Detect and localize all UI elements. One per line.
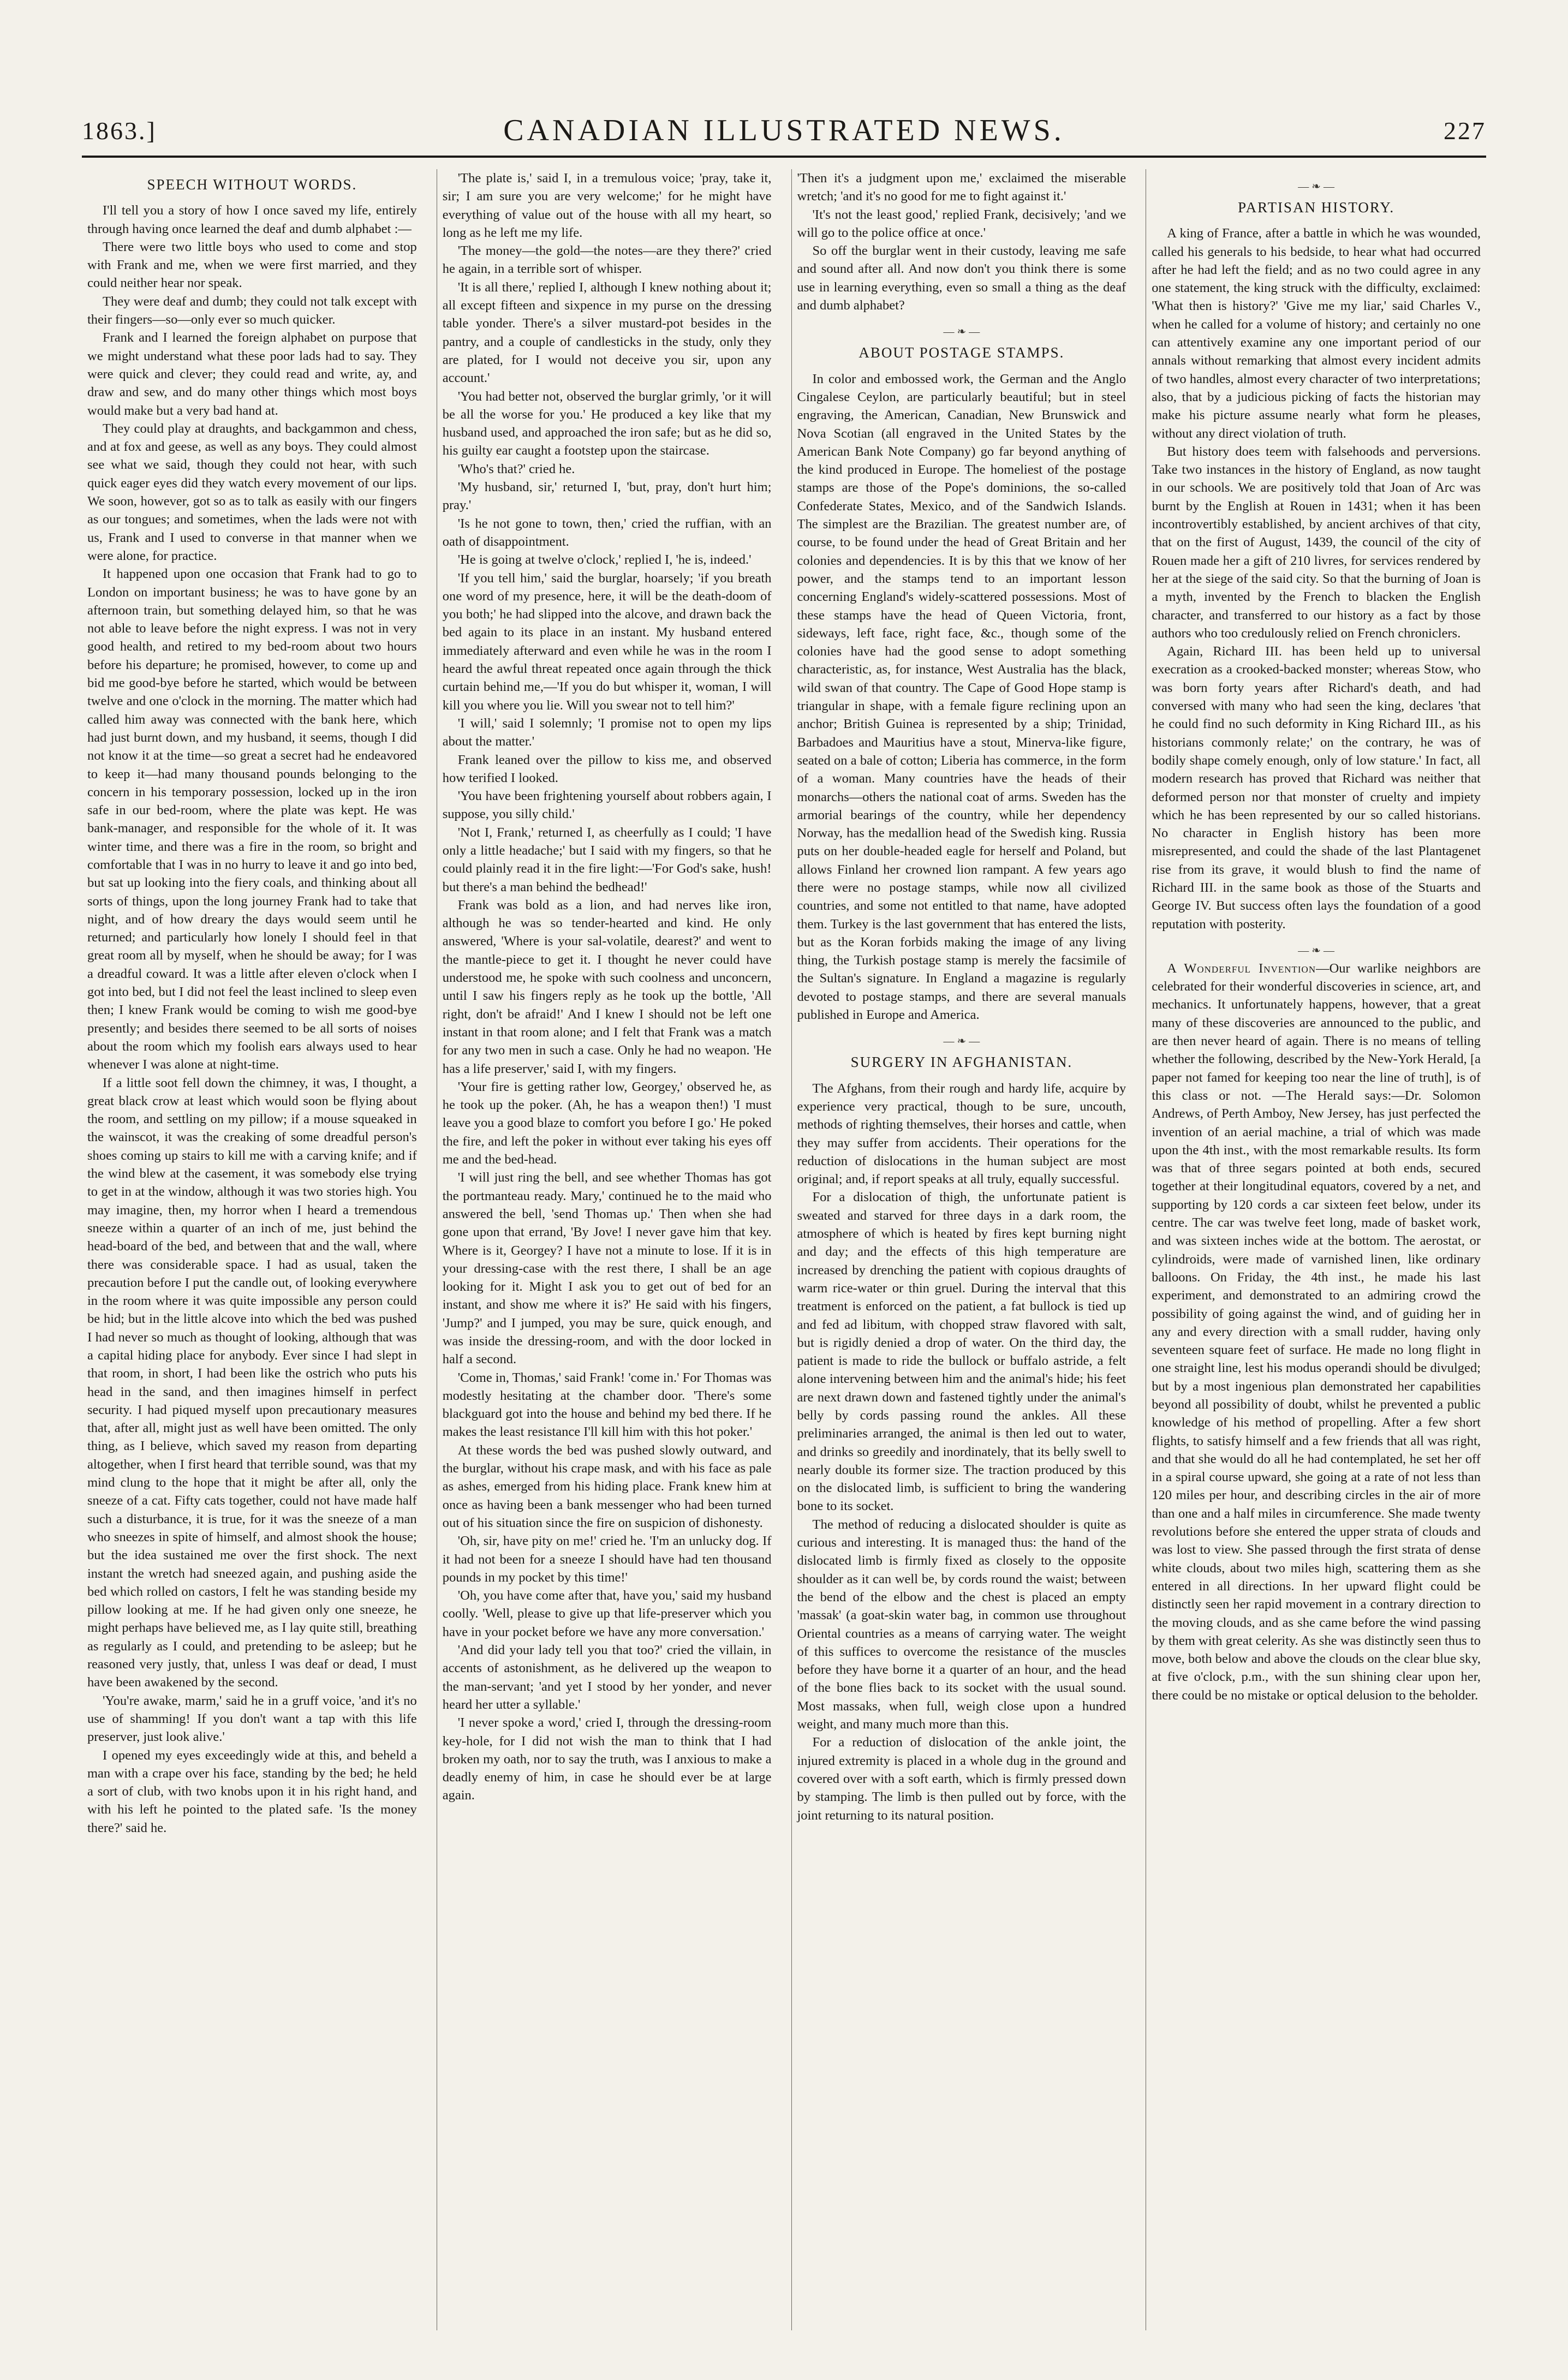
article-paragraph: 'Who's that?' cried he. [457,461,575,476]
column-4 [1146,169,1486,2330]
article-paragraph: 'It is all there,' replied I, although I knew nothing about it; all except fifteen and sixpence in my purse on the dressing table yonder. There's a silver mustard-pot besides in the pantry, and a couple of candlesticks in the study, only they are plated, for I would not deceive you sir, upon any account.' [442,279,772,386]
article-paragraph: Frank leaned over the pillow to kiss me, and observed how terified I looked. [442,752,772,785]
section-divider-ornament: — ❧ — [1298,944,1334,957]
article-paragraph: For a dislocation of thigh, the unfortunate patient is sweated and starved for three days in a dark room, the atmosphere of which is heated by fires kept burning night and day; and the effects of this high temperature are increased by drenching the patient with copious draughts of warm rice-water or thin gruel. During the interval that this treatment is enforced on the patient, a fat bullock is tied up and fed ad libitum, with chopped straw flavored with salt, but is rigidly denied a drop of water. On the third day, the patient is made to ride the bullock or buffalo astride, a felt alone intervening between him and the animal's hide; his feet are next drawn down and fastened tightly under the animal's belly by cords passing round the ankles. All these preliminaries arranged, the animal is then led out to water, and drinks so greedily and inordinately, that its belly swell to nearly double its former size. The traction produced by this on the dislocated limb, is sufficient to bring the wandering bone to its socket. [797,1190,1126,1514]
article-paragraph: 'My husband, sir,' returned I, 'but, pray, don't hurt him; pray.' [442,480,772,513]
article-paragraph: 'Is he not gone to town, then,' cried the ruffian, with an oath of disappointment. [442,516,772,549]
invention-lead-in: A Wonderful Invention [1167,961,1316,976]
article-paragraph: It happened upon one occasion that Frank had to go to London on important business; he was to have gone by an afternoon train, but something delayed him, so that he was not able to leave before the night express. I was not in very good health, and retired to my bed-room about two hours before his departure; he promised, however, to come up and bid me good-bye before he started, which would be between twelve and one o'clock in the morning. The matter which had called him away was connected with the bank here, which had just burnt down, and my husband, it seems, though I did not know it at the time—so great a secret had he endeavored to keep it—had many thousand pounds belonging to the concern in his temporary possession, locked up in the iron safe in our bed-room, where the plate was kept. He was bank-manager, and responsible for the whole of it. It was winter time, and there was a fire in the room, so bright and comfortable that I was in no hurry to leave it and go into bed, but sat up looking into the fiery coals, and thinking about all sorts of things, upon the long journey Frank had to take that night, and of how dreary the days would seem until he returned; and particularly how lonely I should feel in that great room all by myself, when he should be away; for I was a dreadful coward. It was a little after eleven o'clock when I got into bed, but I did not feel the least inclined to sleep even then; I knew Frank would be coming to wish me good-bye presently; and besides there seemed to be all sorts of noises about the room which my foolish ears always used to hear whenever I was alone at night-time. [87,566,417,1072]
article-paragraph: For a reduction of dislocation of the ankle joint, the injured extremity is placed in a whole dug in the ground and covered over with a soft earth, which is firmly pressed down by stamping. The limb is then pulled out by force, with the joint returning to its natural position. [797,1735,1126,1823]
article-paragraph: At these words the bed was pushed slowly outward, and the burglar, without his crape mask, and with his face as pale as ashes, emerged from his hiding place. Frank knew him at once as having been a bank messenger who had been turned out of his situation since the fire on suspicion of dishonesty. [442,1442,772,1530]
article-paragraph: 'You had better not, observed the burglar grimly, 'or it will be all the worse for you.' He produced a key like that my husband used, and approached the iron safe; but as he did so, his guilty ear caught a footstep upon the staircase. [442,389,772,458]
column-1 [82,169,422,2330]
article-paragraph: 'He is going at twelve o'clock,' replied I, 'he is, indeed.' [457,552,752,568]
article-heading-partisan: PARTISAN HISTORY. [1238,199,1395,216]
article-paragraph: 'Then it's a judgment upon me,' exclaimed the miserable wretch; 'and it's no good for me to fight against it.' [797,171,1126,204]
article-paragraph: I opened my eyes exceedingly wide at this, and beheld a man with a crape over his face, standing by the bed; he held a sort of club, with two knobs upon it in his right hand, and with his left he pointed to the plated safe. 'Is the money there?' said he. [87,1747,417,1835]
section-divider-ornament: — ❧ — [1298,181,1334,193]
article-paragraph: 'It's not the least good,' replied Frank, decisively; 'and we will go to the police office at once.' [797,207,1126,240]
article-paragraph: In color and embossed work, the German and the Anglo Cingalese Ceylon, are particularly beautiful; but in steel engraving, the American, Canadian, New Brunswick and Nova Scotian (all engraved in the United States by the American Bank Note Company) go far beyond anything of the kind produced in Europe. The homeliest of the postage stamps are those of the Pope's dominions, the so-called Confederate States, Mexico, and of the Sandwich Islands. The simplest are the Brazilian. The greatest number are, of course, to be found under the head of Great Britain and her colonies and dependencies. It is by this that we know of her power, and the stamps tend to an important lesson concerning England's widely-scattered possessions. Most of these stamps have the head of Queen Victoria, front, sideways, left face, right face, &c., though some of the colonies have had the good sense to adopt something characteristic, as, for instance, West Australia has the black, wild swan of that country. The Cape of Good Hope stamp is triangular in shape, with a female figure reclining upon an anchor; British Guinea is represented by a ship; Trinidad, Barbadoes and Mauritius have a stout, Minerva-like figure, seated on a bale of cotton; Liberia has commerce, in the form of a woman. Many countries have the heads of their monarchs—others the national coat of arms. Sweden has the armorial bearings of the country, while her dependency Norway, has the medallion head of the Swedish king. Russia puts on her double-headed eagle for herself and Poland, but allows Finland her crowned lion rampant. A few years ago there were no postage stamps, while now all civilized countries, and some not entitled to that name, have adopted them. Turkey is the last government that has entered the lists, but as the Koran forbids making the image of any living thing, the Turkish postage stamp is merely the facsimile of the Sultan's signature. In England a magazine is regularly devoted to postage stamps, and there are several manuals published in Europe and America. [797,371,1126,1023]
article-paragraph: 'Oh, sir, have pity on me!' cried he. 'I'm an unlucky dog. If it had not been for a sneeze I should have had ten thousand pounds in my pocket by this time!' [442,1534,772,1585]
article-paragraph: 'Your fire is getting rather low, Georgey,' observed he, as he took up the poker. (Ah, he has a weapon then!) 'I must leave you a good blaze to comfort you before I go.' He poked the fire, and left the poker in without ever taking his eyes off me and the bed-head. [442,1079,772,1167]
article-paragraph: Frank was bold as a lion, and had nerves like iron, although he was so tender-hearted and kind. He only answered, 'Where is your sal-volatile, dearest?' and went to the mantle-piece to get it. I thought he never could have understood me, he spoke with such coolness and unconcern, until I saw his fingers reply as he took up the bottle, 'All right, don't be afraid!' And I knew I should not be left one instant in that room alone; and I felt that Frank was a match for any two men in such a case. Only he had no weapon. 'He has a life preserver,' said I, with my fingers. [442,897,772,1076]
article-paragraph: 'The plate is,' said I, in a tremulous voice; 'pray, take it, sir; I am sure you are very welcome;' for he might have everything of value out of the house with all my heart, so long as he left me my life. [442,171,772,240]
article-paragraph: 'You have been frightening yourself about robbers again, I suppose, you silly child.' [442,789,772,822]
invention-body: —Our warlike neighbors are celebrated for their wonderful discoveries in science, art, and mechanics. It unfortunately happens, however, that a great many of these discoveries are announced to the public, and are then never heard of again. There is no means of telling whether the following, described by the New-York Herald, [a paper not famed for keeping too near the line of truth], is of this class or not. —The Herald says:—Dr. Solomon Andrews, of Perth Amboy, New Jersey, has just perfected the invention of an aerial machine, a trial of which was made upon the 4th inst., with the most remarkable results. Its form was that of three segars pointed at both ends, secured together at their longitudinal equators, covered by a net, and supporting by 120 cords a car sixteen feet below, under its centre. The car was twelve feet long, made of basket work, and was sixteen inches wide at the bottom. The aerostat, or cylindroids, were made of varnished linen, like ordinary balloons. On Friday, the 4th inst., he made his last experiment, and demonstrated to an admiring crowd the possibility of going against the wind, and of guiding her in any and every direction with a small rudder, having only seventeen square feet of surface. He made no long flight in one straight line, lest his modus operandi should be divulged; but by a most ingenious plan demonstrated her capabilities beyond all possibility of doubt, whilst he prevented a public knowledge of his method of propelling. After a few short flights, to satisfy himself and a few friends that all was right, and that she would do all he had contemplated, he set her off in a spiral course upward, she going at a rate of not less than 120 miles per hour, and describing circles in the air of more than one and a half miles in circumference. She made twenty revolutions before she entered the upper strata of clouds and was lost to view. She passed through the first strata of dense white clouds, about two miles high, scattering them as she entered in all directions. In her upward flight could be distinctly seen her rapid movement in a contrary direction to the moving clouds, and as she came before the wind passing by them with great celerity. As she was distinctly seen thus to move, both below and above the clouds on the clear blue sky, at five o'clock, p.m., with the sun shining clear upon her, there could be no mistake or optical delusion to the beholder. [1152,961,1481,1703]
article-paragraph-invention [1152,959,1481,1704]
article-paragraph: 'Oh, you have come after that, have you,' said my husband coolly. 'Well, please to give up that life-preserver which you have in your pocket before we have any more conversation.' [442,1588,772,1639]
section-divider-ornament: — ❧ — [943,326,980,338]
article-paragraph: So off the burglar went in their custody, leaving me safe and sound after all. And now don't you think there is some use in learning everything, even so small a thing as the deaf and dumb alphabet? [797,243,1126,313]
article-paragraph: A king of France, after a battle in which he was wounded, called his generals to his bedside, to hear what had occurred after he had left the field; and as no two could agree in any one statement, the king struck with the difficulty, exclaimed: 'What then is history?' 'Give me my liar,' said Charles V., when he called for a volume of history; and certainly no one can attentively examine any one important period of our annals without remarking that almost every incident admits of two handles, almost every character of two interpretations; also, that by a judicious picking of facts the historian may make his picture assume nearly what form he pleases, without any direct violation of truth. [1152,226,1481,441]
article-paragraph: Again, Richard III. has been held up to universal execration as a crooked-backed monster; whereas Stow, who was born forty years after Richard's death, and had conversed with many who had seen the king, declares 'that he could find no such deformity in King Richard III., as his historians commonly relate;' on the contrary, he was of bodily shape comely enough, only of low stature.' In fact, all modern research has proved that Richard was neither that deformed person nor that monster of cruelty and impiety which he has been represented by our so called historians. No character in English history has been more misrepresented, and could the shade of the last Plantagenet rise from its grave, it would blush to find the name of Richard III. in the same book as those of the Stuarts and George IV. But success often lays the foundation of a good reputation with posterity. [1152,644,1481,932]
article-paragraph: The Afghans, from their rough and hardy life, acquire by experience very practical, though to be sure, uncouth, methods of righting themselves, their horses and cattle, when they may suffer from accidents. Their operations for the reduction of dislocations in the human subject are most original; and, if report speaks at all truly, equally successful. [797,1081,1126,1187]
article-paragraph: If a little soot fell down the chimney, it was, I thought, a great black crow at least which would soon be flying about the room, and settling on my pillow; if a mouse squeaked in the wainscot, it was the creaking of some dreadful person's shoes coming up stairs to kill me with a carving knife; and if the wind blew at the casement, it was somebody else trying to get in at the window, although it was two stories high. You may imagine, then, my horror when I heard a tremendous sneeze within a quarter of an inch of me, just behind the head-board of the bed, and between that and the wall, where there was considerable space. I had as usual, taken the precaution before I put the candle out, of looking everywhere in the room where it was quite impossible any person could be hid; but in the little alcove into which the bed was pushed I had never so much as thought of looking, although that was a capital hiding place for anybody. Ever since I had slept in that room, in short, I had been like the ostrich who puts his head in the sand, and then imagines himself in perfect security. I had piqued myself upon precautionary measures that, after all, might just as well have been omitted. The only thing, as I believe, which saved my reason from departing altogether, when I first heard that terrible sound, was that my mind clung to the hope that it might be after all, only the sneeze of a cat. Fifty cats together, could not have made half such a disturbance, it is true, for it was the sneeze of a man who sneezes in spite of himself, and almost shook the house; but the idea sustained me over the first shock. The next instant the wretch had sneezed again, and pushing aside the bed which rolled on castors, I felt he was standing beside my pillow looking at me. If he had given only one sneeze, he might perhaps have believed me, as I lay quite still, breathing as regularly as I could, and pretending to be asleep; but he reasoned very justly, that, unless I was deaf or dead, I must have been awakened by the second. [87,1075,417,1690]
article-paragraph: 'And did your lady tell you that too?' cried the villain, in accents of astonishment, as he delivered up the weapon to the man-servant; 'and yet I stood by her yonder, and never heard her utter a syllable.' [442,1643,772,1712]
article-paragraph: They were deaf and dumb; they could not talk except with their fingers—so—only ever so much quicker. [87,294,417,327]
article-paragraph: There were two little boys who used to come and stop with Frank and me, when we were first married, and they could neither hear nor speak. [87,239,417,291]
newspaper-title: CANADIAN ILLUSTRATED NEWS. [503,114,1065,147]
article-paragraph: 'I never spoke a word,' cried I, through the dressing-room key-hole, for I did not wish the man to think that I had broken my oath, nor to say the truth, was I anxious to make a deadly enemy of him, in case he should ever be at large again. [442,1715,772,1803]
article-paragraph: 'Not I, Frank,' returned I, as cheerfully as I could; 'I have only a little headache;' but I said with my fingers, so that he could plainly read it in the fire light:—'For God's sake, hush! but there's a man behind the bedhead!' [442,825,772,894]
article-paragraph: 'The money—the gold—the notes—are they there?' cried he again, in a terrible sort of whisper. [442,243,772,277]
article-heading-stamps: ABOUT POSTAGE STAMPS. [858,344,1065,361]
masthead [82,112,1486,158]
article-columns [82,169,1486,2330]
article-paragraph: 'Come in, Thomas,' said Frank! 'come in.' For Thomas was modestly hesitating at the chamber door. 'There's some blackguard got into the house and behind my bed there. If he makes the least resistance I'll kill him with this hot poker.' [442,1370,772,1440]
article-paragraph: 'If you tell him,' said the burglar, hoarsely; 'if you breath one word of my presence, here, it will be the death-doom of you both;' he had slipped into the alcove, and drawn back the bed again to its place in an instant. My husband entered immediately afterward and even while he was in the room I heard the awful threat repeated once again through the thick curtain behind me,—'If you do but whisper it, woman, I will kill you where you lie. Will you swear not to tell him?' [442,570,772,713]
article-paragraph: 'I will,' said I solemnly; 'I promise not to open my lips about the matter.' [442,715,772,749]
article-paragraph: The method of reducing a dislocated shoulder is quite as curious and interesting. It is managed thus: the hand of the dislocated limb is firmly fixed as closely to the opposite shoulder as it can well be, by cords round the waist; between the bend of the elbow and the chest is placed an empty 'massak' (a goat-skin water bag, in common use throughout Oriental countries as a means of carrying water. The weight of this suffices to overcome the resistance of the muscles before they have borne it a quarter of an hour, and the head of the bone flies back to its socket with the usual sound. Most massaks, when full, weigh close upon a hundred weight, and many much more than this. [797,1517,1126,1732]
article-paragraph: 'I will just ring the bell, and see whether Thomas has got the portmanteau ready. Mary,' continued he to the maid who answered the bell, 'send Thomas up.' Then when she had gone upon that errand, 'By Jove! I never gave him that key. Where is it, Georgey? I have not a minute to lose. If it is in your dressing-case with the rest there, I shall be an age looking for it. Might I ask you to get out of bed for an instant, and show me where it is?' He said with his fingers, 'Jump?' and I jumped, you may be sure, quick enough, and was inside the dressing-room, and with the door locked in half a second. [442,1170,772,1367]
article-heading-surgery: SURGERY IN AFGHANISTAN. [850,1054,1073,1071]
page-number: 227 [1444,117,1486,145]
article-paragraph: But history does teem with falsehoods and perversions. Take two instances in the history of England, as now taught in our schools. We are positively told that Joan of Arc was burnt by the English at Rouen in 1431; when it has been incontrovertibly established, by ancient archives of that city, that on the first of August, 1439, the council of the city of Rouen made her a gift of 210 livres, for services rendered by her at the siege of the said city. So that the burning of Joan is a myth, invented by the French to blacken the English character, and transferred to our history as a fact by those authors who too credulously relied on French chroniclers. [1152,444,1481,641]
column-2 [437,169,777,2330]
issue-year: 1863.] [82,117,157,145]
article-paragraph: They could play at draughts, and backgammon and chess, and at fox and geese, as well as any boys. They could almost see what we said, though they could not hear, with such quick eager eyes did they watch every movement of our lips. We soon, however, got so as to talk as easily with our fingers as our tongues; and sometimes, when the lads were not with us, Frank and I used to converse in that manner when we were alone, for practice. [87,421,417,563]
section-divider-ornament: — ❧ — [943,1035,980,1048]
article-paragraph: 'You're awake, marm,' said he in a gruff voice, 'and it's no use of shamming! If you don't want a tap with this life preserver, just look alive.' [87,1693,417,1745]
article-paragraph: Frank and I learned the foreign alphabet on purpose that we might understand what these poor lads had to say. They were quick and clever; they could read and write, ay, and draw and sew, and do many other things which most boys would make but a very bad hand at. [87,330,417,418]
article-paragraph: I'll tell you a story of how I once saved my life, entirely through having once learned the deaf and dumb alphabet :— [87,203,417,236]
article-heading-speech: SPEECH WITHOUT WORDS. [147,176,357,193]
column-3 [791,169,1132,2330]
